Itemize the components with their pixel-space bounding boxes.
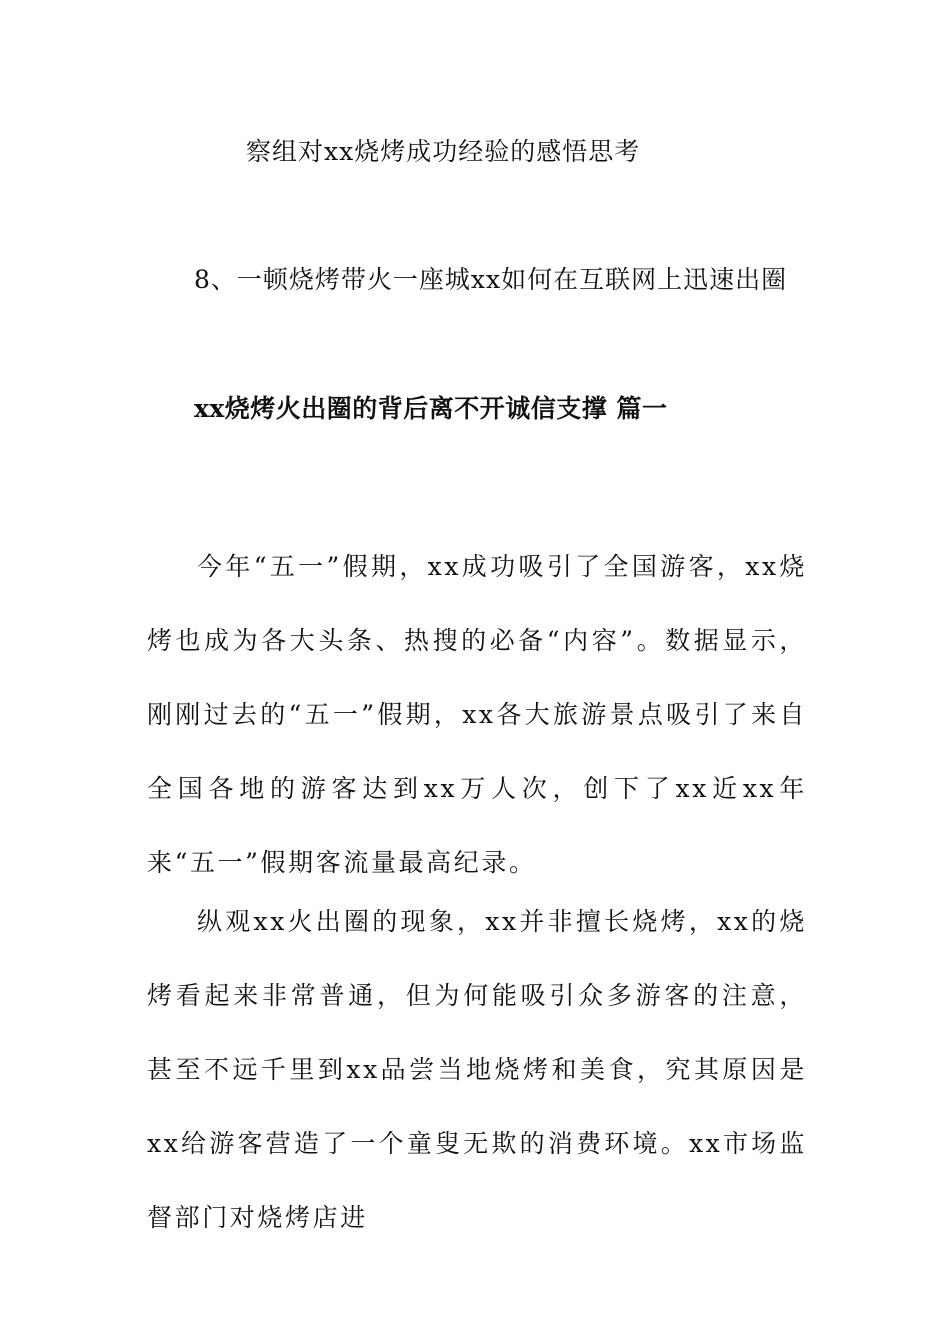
toc-line: 察组对xx烧烤成功经验的感悟思考: [246, 137, 641, 166]
toc-line: 8、一顿烧烤带火一座城xx如何在互联网上迅速出圈: [194, 265, 788, 294]
body-paragraph: 纵观xx火出圈的现象，xx并非擅长烧烤，xx的烧烤看起来非常普通，但为何能吸引众多游客的注意，甚至不远千里到xx品尝当地烧烤和美食，究其原因是xx给游客营造了一个童叟无欺的消费环境。xx市场监督部门对烧烤店进: [147, 907, 807, 1232]
section-heading: xx烧烤火出圈的背后离不开诚信支撑 篇一: [194, 394, 668, 423]
body-paragraph: 今年“五一”假期，xx成功吸引了全国游客，xx烧烤也成为各大头条、热搜的必备“内容”。数据显示，刚刚过去的“五一”假期，xx各大旅游景点吸引了来自全国各地的游客达到xx万人次，创下了xx近xx年来“五一”假期客流量最高纪录。: [147, 552, 808, 877]
